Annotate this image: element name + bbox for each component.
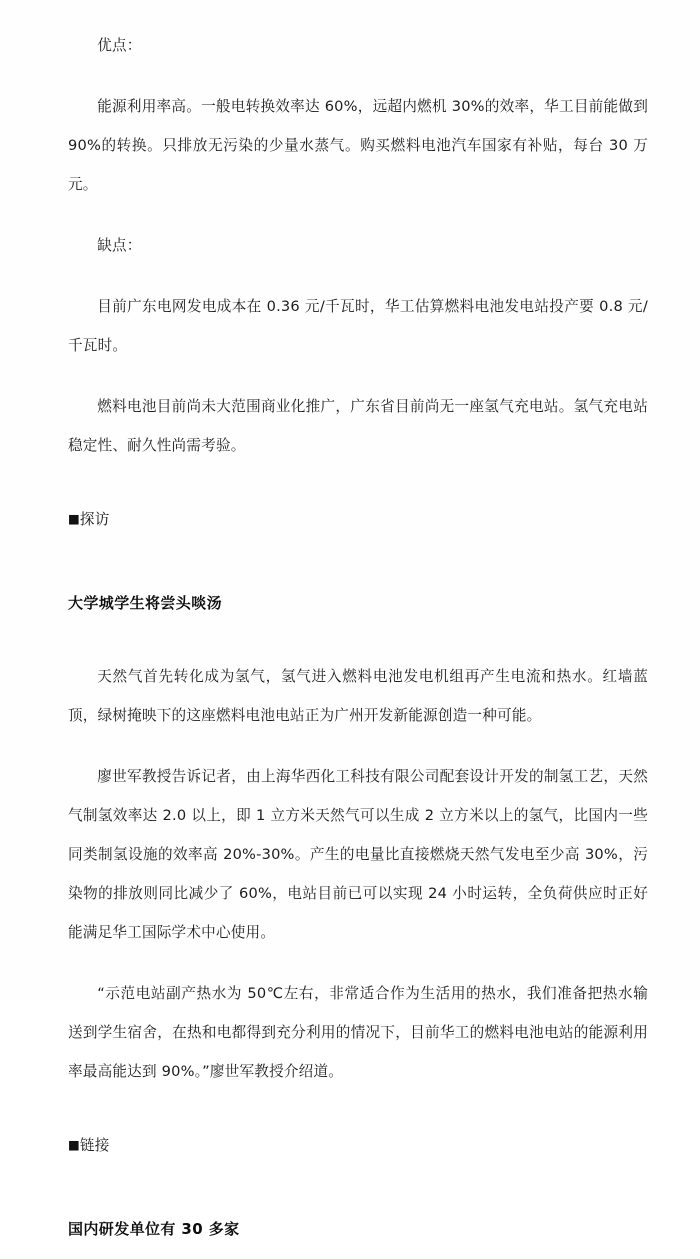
spacer	[68, 549, 648, 573]
visit-paragraph-1: 天然气首先转化成为氢气，氢气进入燃料电池发电机组再产生电流和热水。红墙蓝顶，绿树掩映下的这座燃料电池电站正为广州开发新能源创造一种可能。	[68, 668, 648, 725]
subheading-university-town: 大学城学生将尝头啖汤	[68, 594, 223, 613]
spacer	[68, 465, 648, 489]
square-bullet-icon: ■	[68, 510, 80, 526]
visit-paragraph-3: “示范电站副产热水为 50℃左右，非常适合作为生活用的热水，我们准备把热水输送到学生宿舍，在热和电都得到充分利用的情况下，目前华工的燃料电池电站的能源利用率最高能达到 90%。”廖世军教授介绍道。	[68, 985, 648, 1081]
spacer	[68, 204, 648, 226]
spacer	[68, 952, 648, 974]
spacer	[68, 633, 648, 657]
visit-paragraph-2: 廖世军教授告诉记者，由上海华西化工科技有限公司配套设计开发的制氢工艺，天然气制氢效率达 2.0 以上，即 1 立方米天然气可以生成 2 立方米以上的氢气，比国内一些同类制氢设施的效率高 20%-30%。产生的电量比直接燃烧天然气发电至少高 30%，污染物的排放则同比减少了 60%，电站目前已可以实现 24 小时运转，全负荷供应时正好能满足华工国际学术中心使用。	[68, 768, 648, 942]
section-marker-visit-label: 探访	[79, 510, 110, 528]
section-marker-links	[68, 1130, 648, 1161]
section-marker-visit	[68, 504, 648, 535]
disadvantages-label: 缺点：	[97, 237, 142, 254]
advantages-label: 优点：	[97, 37, 142, 54]
document-body	[68, 26, 648, 1259]
spacer	[68, 265, 648, 287]
subheading-domestic-rnd: 国内研发单位有 30 多家	[68, 1220, 240, 1239]
spacer	[68, 65, 648, 87]
section-marker-links-label: 链接	[79, 1136, 110, 1154]
disadvantages-paragraph-2: 燃料电池目前尚未大范围商业化推广，广东省目前尚无一座氢气充电站。氢气充电站稳定性、耐久性尚需考验。	[68, 398, 648, 454]
spacer	[68, 735, 648, 757]
spacer	[68, 1175, 648, 1199]
spacer	[68, 1091, 648, 1115]
spacer	[68, 365, 648, 387]
square-bullet-icon: ■	[68, 1136, 80, 1152]
advantages-paragraph: 能源利用率高。一般电转换效率达 60%，远超内燃机 30%的效率，华工目前能做到 90%的转换。只排放无污染的少量水蒸气。购买燃料电池汽车国家有补贴，每台 30 万元。	[68, 98, 648, 193]
disadvantages-paragraph-1: 目前广东电网发电成本在 0.36 元/千瓦时，华工估算燃料电池发电站投产要 0.8 元/千瓦时。	[68, 298, 648, 354]
